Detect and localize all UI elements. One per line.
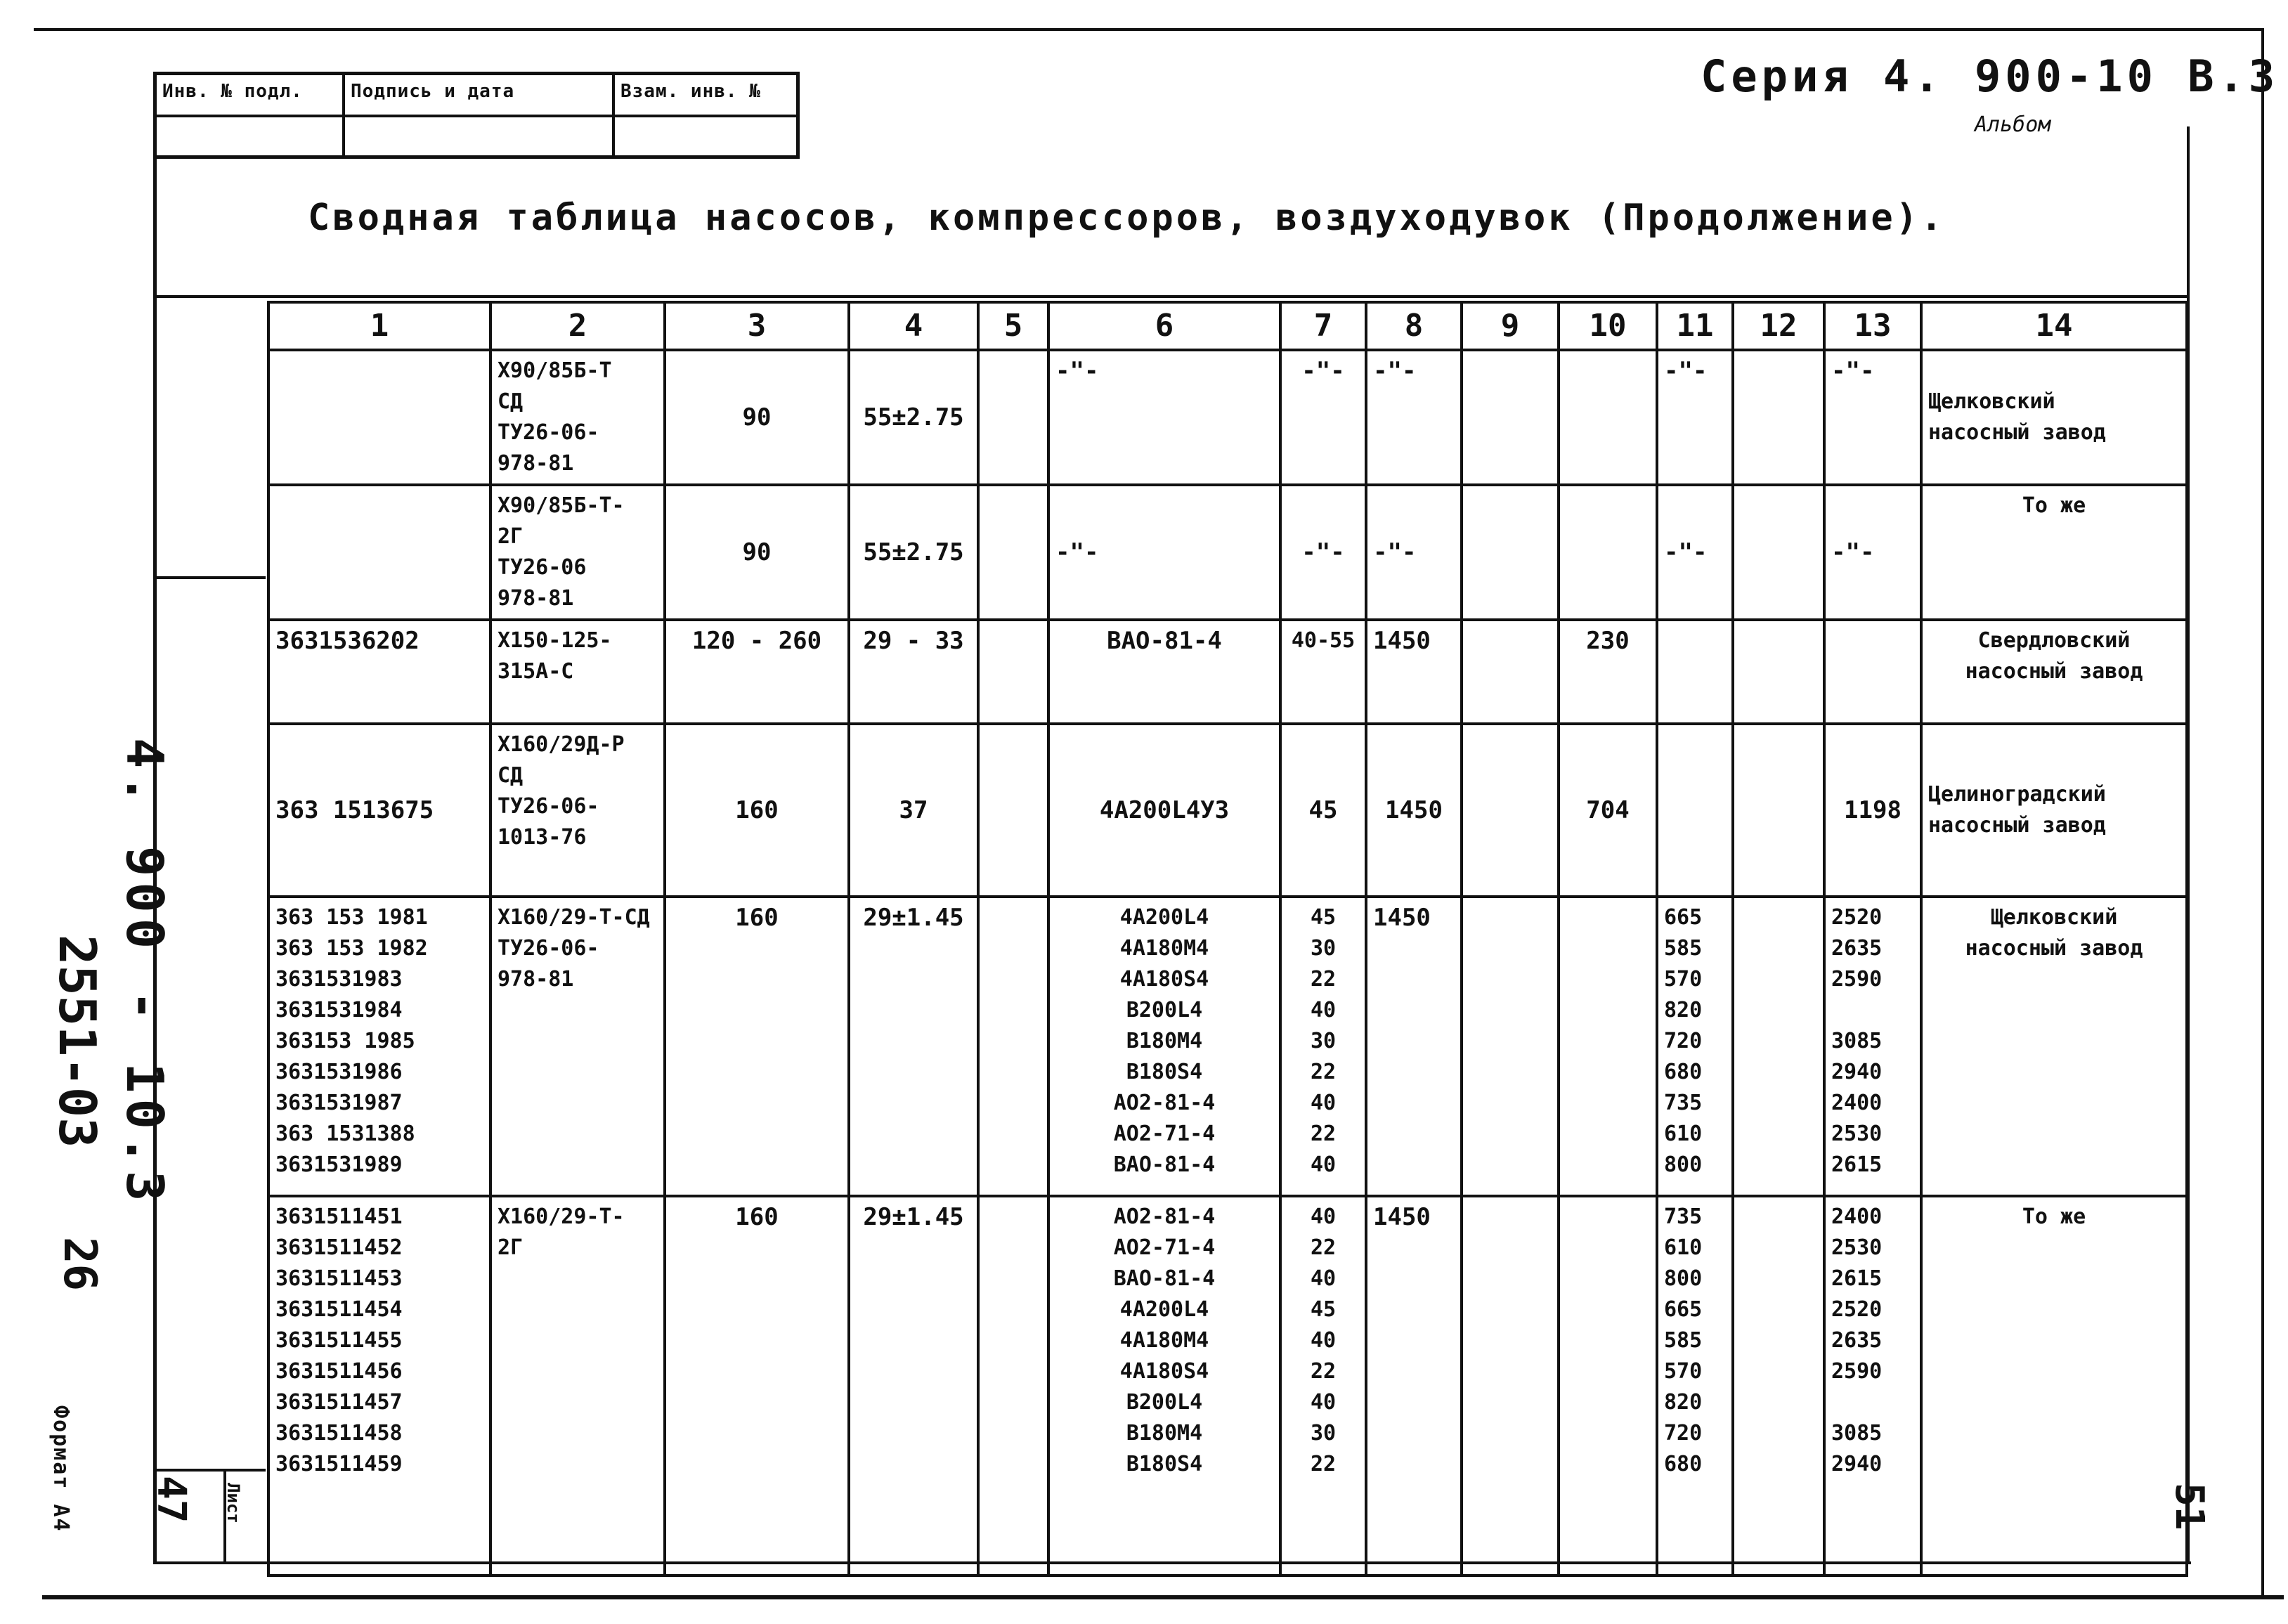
cell: 1450 — [1366, 1196, 1462, 1576]
table-header-row — [268, 302, 2187, 350]
cell: Х160/29-Т-СД ТУ26-06- 978-81 — [490, 897, 665, 1196]
cell — [1733, 897, 1824, 1196]
cell — [1462, 350, 1559, 485]
cell — [978, 724, 1048, 897]
album-label: Альбом — [1975, 112, 2051, 137]
table-row — [268, 724, 2187, 897]
cell: -"- — [1824, 485, 1921, 620]
cell: -"- — [1280, 350, 1366, 485]
cell: 160 — [665, 897, 849, 1196]
cell — [268, 350, 490, 485]
cell: -"- — [1048, 350, 1280, 485]
approval-stamp — [153, 72, 800, 159]
cell: 1450 — [1366, 897, 1462, 1196]
cell: 120 - 260 — [665, 620, 849, 724]
cell: 4А200L4У3 — [1048, 724, 1280, 897]
cell: Х90/85Б-Т СД ТУ26-06- 978-81 — [490, 350, 665, 485]
cell: 29±1.45 — [849, 897, 978, 1196]
cell: -"- — [1280, 485, 1366, 620]
table-row — [268, 620, 2187, 724]
cell: 45 — [1280, 724, 1366, 897]
sheet-number-right: 51 — [2166, 1483, 2212, 1531]
cell: 3631536202 — [268, 620, 490, 724]
sheet-box-top — [153, 1469, 266, 1472]
cell: -"- — [1366, 485, 1462, 620]
cell: 55±2.75 — [849, 485, 978, 620]
cell: АО2-81-4 АО2-71-4 ВАО-81-4 4А200L4 4А180М4 4А180S4 В200L4 В180М4 В180S4 — [1048, 1196, 1280, 1576]
cell — [268, 485, 490, 620]
series-vertical-label: 4. 900 - 10.3 — [115, 738, 174, 1207]
cell: Х160/29-Т- 2Г — [490, 1196, 665, 1576]
cell: 1198 — [1824, 724, 1921, 897]
cell: То же — [1921, 1196, 2187, 1576]
cell: 160 — [665, 724, 849, 897]
cell — [1559, 350, 1657, 485]
cell — [978, 897, 1048, 1196]
cell: 363 1513675 — [268, 724, 490, 897]
stamp-replace-label: Взам. инв. № — [620, 81, 761, 102]
sheet-label: Лист — [223, 1483, 243, 1524]
stamp-inv-cell — [157, 75, 345, 155]
cell — [1733, 724, 1824, 897]
col-header: 9 — [1462, 302, 1559, 350]
cell: 90 — [665, 350, 849, 485]
cell — [1733, 620, 1824, 724]
cell: -"- — [1366, 350, 1462, 485]
table-row — [268, 1196, 2187, 1576]
cell: 55±2.75 — [849, 350, 978, 485]
cell: 1450 — [1366, 620, 1462, 724]
table-row — [268, 350, 2187, 485]
cell — [1657, 620, 1733, 724]
cell — [978, 1196, 1048, 1576]
cell: 2520 2635 2590 3085 2940 2400 2530 2615 — [1824, 897, 1921, 1196]
table-row — [268, 897, 2187, 1196]
cell — [978, 485, 1048, 620]
cell — [1559, 1196, 1657, 1576]
cell: 29±1.45 — [849, 1196, 978, 1576]
cell: Х90/85Б-Т- 2Г ТУ26-06 978-81 — [490, 485, 665, 620]
cell — [1559, 897, 1657, 1196]
cell: 665 585 570 820 720 680 735 610 800 — [1657, 897, 1733, 1196]
frame-right — [2261, 28, 2264, 1597]
cell: 40 22 40 45 40 22 40 30 22 — [1280, 1196, 1366, 1576]
cell — [1824, 620, 1921, 724]
cell: Щелковский насосный завод — [1921, 350, 2187, 485]
stamp-sign-label: Подпись и дата — [351, 81, 515, 102]
cell: 230 — [1559, 620, 1657, 724]
stamp-inv-label: Инв. № подл. — [162, 81, 303, 102]
col-header: 10 — [1559, 302, 1657, 350]
cell: 160 — [665, 1196, 849, 1576]
cell: -"- — [1657, 485, 1733, 620]
col-header: 7 — [1280, 302, 1366, 350]
frame-top — [34, 28, 2263, 31]
left-margin-top-line — [153, 576, 266, 579]
stamp-sign-cell — [345, 75, 615, 155]
cell: 2400 2530 2615 2520 2635 2590 3085 2940 — [1824, 1196, 1921, 1576]
col-header: 5 — [978, 302, 1048, 350]
col-header: 12 — [1733, 302, 1824, 350]
page-title: Сводная таблица насосов, компрессоров, воздуходувок (Продолжение). — [308, 197, 1946, 239]
cell — [1733, 485, 1824, 620]
col-header: 13 — [1824, 302, 1921, 350]
col-header: 4 — [849, 302, 978, 350]
doc-code-label: 2551-03 — [48, 935, 107, 1148]
cell: 90 — [665, 485, 849, 620]
cell — [1559, 485, 1657, 620]
cell: 37 — [849, 724, 978, 897]
table-row — [268, 485, 2187, 620]
col-header: 8 — [1366, 302, 1462, 350]
cell: -"- — [1657, 350, 1733, 485]
col-header: 2 — [490, 302, 665, 350]
cell — [1462, 724, 1559, 897]
title-block-bottom — [153, 295, 2188, 298]
cell — [978, 350, 1048, 485]
cell — [1733, 350, 1824, 485]
stamp-replace-cell — [615, 75, 796, 155]
cell — [1462, 1196, 1559, 1576]
col-header: 1 — [268, 302, 490, 350]
cell: 704 — [1559, 724, 1657, 897]
cell: -"- — [1048, 485, 1280, 620]
col-header: 6 — [1048, 302, 1280, 350]
cell: 29 - 33 — [849, 620, 978, 724]
cell — [1462, 485, 1559, 620]
cell: 735 610 800 665 585 570 820 720 680 — [1657, 1196, 1733, 1576]
cell — [1462, 620, 1559, 724]
cell — [1462, 897, 1559, 1196]
col-header: 3 — [665, 302, 849, 350]
page-number-label: 26 — [53, 1237, 105, 1292]
cell: То же — [1921, 485, 2187, 620]
cell: Свердловский насосный завод — [1921, 620, 2187, 724]
cell: ВАО-81-4 — [1048, 620, 1280, 724]
cell: 45 30 22 40 30 22 40 22 40 — [1280, 897, 1366, 1196]
cell — [1657, 724, 1733, 897]
cell: Х160/29Д-Р СД ТУ26-06- 1013-76 — [490, 724, 665, 897]
cell: 1450 — [1366, 724, 1462, 897]
cell: 40-55 — [1280, 620, 1366, 724]
cell: -"- — [1824, 350, 1921, 485]
cell: Целиноградский насосный завод — [1921, 724, 2187, 897]
col-header: 11 — [1657, 302, 1733, 350]
cell: Щелковский насосный завод — [1921, 897, 2187, 1196]
cell: 363 153 1981 363 153 1982 3631531983 3631531984 363153 1985 3631531986 3631531987 363 1531388 3631531989 — [268, 897, 490, 1196]
cell — [978, 620, 1048, 724]
format-label: Формат А4 — [48, 1405, 73, 1533]
col-header: 14 — [1921, 302, 2187, 350]
series-label: Серия 4. 900-10 В.3 — [1701, 51, 2280, 102]
summary-table — [267, 301, 2188, 1577]
cell: 3631511451 3631511452 3631511453 3631511454 3631511455 3631511456 3631511457 3631511458 3631511459 — [268, 1196, 490, 1576]
cell: 4А200L4 4А180М4 4А180S4 В200L4 В180М4 В180S4 АО2-81-4 АО2-71-4 ВАО-81-4 — [1048, 897, 1280, 1196]
cell: Х150-125- 315А-С — [490, 620, 665, 724]
sheet-number-left: 47 — [148, 1476, 194, 1524]
cell — [1733, 1196, 1824, 1576]
frame-bottom — [42, 1595, 2284, 1599]
